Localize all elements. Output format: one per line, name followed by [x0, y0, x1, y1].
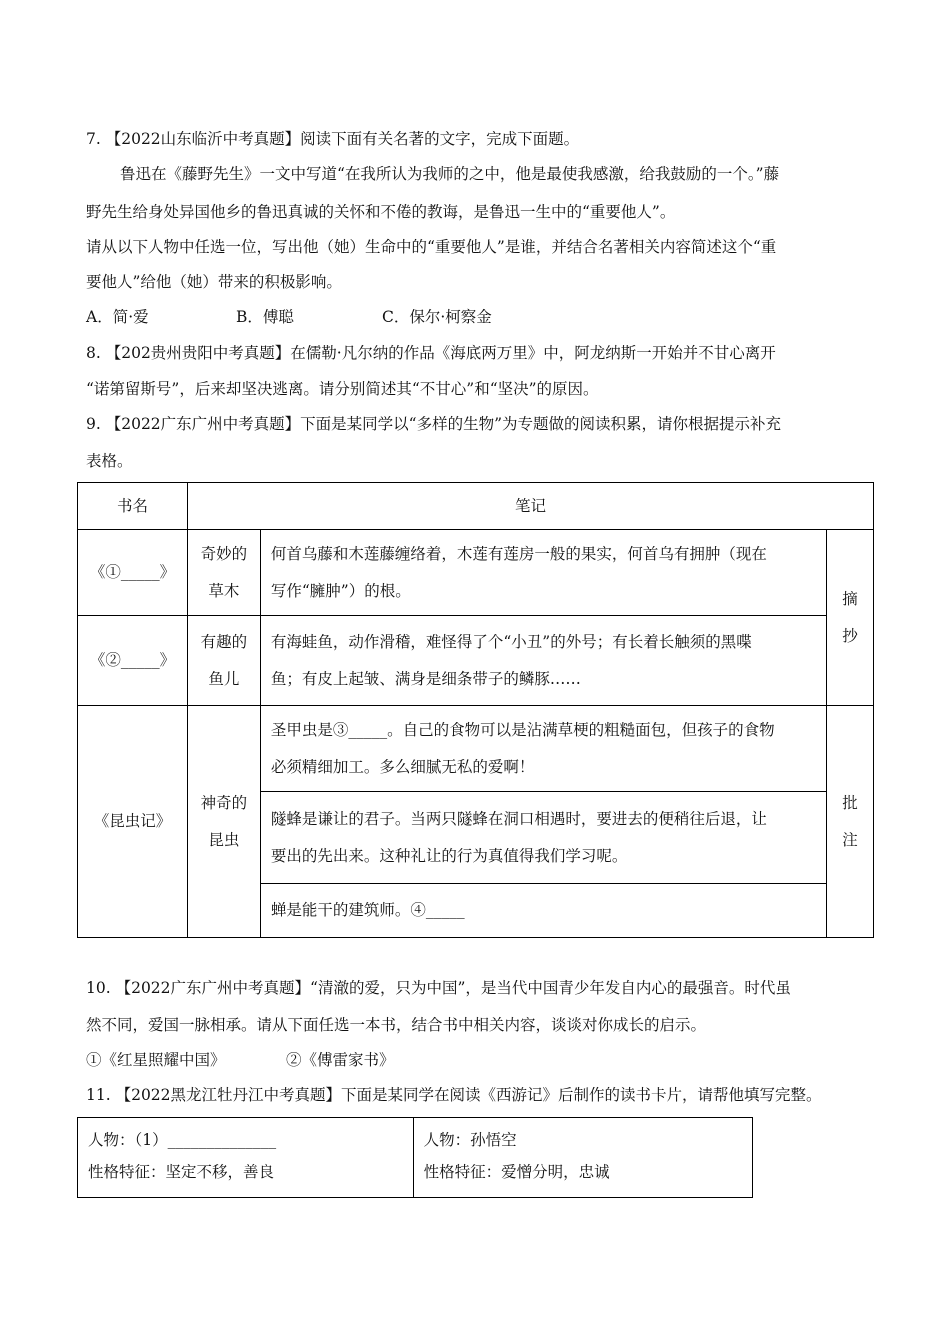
- card-left-person: 人物：（1）______________: [88, 1131, 277, 1149]
- q10-line-1: 10. 【2022广东广州中考真题】“清澈的爱，只为中国”，是当代中国青少年发自内心的最强音。时代虽: [86, 979, 791, 997]
- card-right-trait: 性格特征：爱憎分明，忠诚: [423, 1163, 610, 1181]
- card-right-person: 人物：孙悟空: [423, 1131, 517, 1149]
- q10-line-2: 然不同，爱国一脉相承。请从下面任选一本书，结合书中相关内容，谈谈对你成长的启示。: [86, 1016, 707, 1034]
- row3-topic: 神奇的 昆虫: [187, 706, 260, 938]
- card-left: [78, 1118, 414, 1198]
- note-type-annotation: 批 注: [827, 706, 874, 938]
- row1-note: 何首乌藤和木莲藤缠络着，木莲有莲房一般的果实，何首乌有拥肿（现在 写作“臃肿”）的根。: [260, 530, 826, 616]
- q9-line-2: 表格。: [86, 452, 133, 470]
- q10-option-2: ②《傅雷家书》: [286, 1051, 395, 1069]
- row1-topic: 奇妙的 草木: [187, 530, 260, 616]
- row2-book: 《②_____》: [78, 616, 188, 706]
- header-book: 书名: [78, 483, 188, 530]
- q10-options: [86, 1049, 395, 1071]
- row2-note: 有海蛙鱼，动作滑稽，难怪得了个“小丑”的外号；有长着长触须的黑喋 鱼；有皮上起皱、满身是细条带子的鳞豚……: [260, 616, 826, 706]
- row3-note-1: 圣甲虫是③_____。自己的食物可以是沾满草梗的粗糙面包，但孩子的食物 必须精细加工。多么细腻无私的爱啊！: [260, 706, 826, 792]
- q11-stem: 11. 【2022黑龙江牡丹江中考真题】下面是某同学在阅读《西游记》后制作的读书卡片，请帮他填写完整。: [86, 1086, 822, 1104]
- q9-line-1: 9. 【2022广东广州中考真题】下面是某同学以“多样的生物”为专题做的阅读积累，请你根据提示补充: [86, 415, 782, 433]
- q11-reading-card: [77, 1117, 753, 1198]
- q10-option-1: ①《红星照耀中国》: [86, 1051, 226, 1069]
- q7-options: [86, 306, 492, 328]
- q7-option-c: C．保尔·柯察金: [382, 308, 492, 326]
- header-notes: 笔记: [187, 483, 873, 530]
- q8-line-2: “诺第留斯号”，后来却坚决逃离。请分别简述其“不甘心”和“坚决”的原因。: [86, 380, 599, 398]
- row3-note-3: 蝉是能干的建筑师。④_____: [260, 884, 826, 938]
- q8-line-1: 8. 【202贵州贵阳中考真题】在儒勒·凡尔纳的作品《海底两万里》中，阿龙纳斯一开始并不甘心离开: [86, 344, 776, 362]
- row1-book: 《①_____》: [78, 530, 188, 616]
- card-left-trait: 性格特征：坚定不移，善良: [88, 1163, 275, 1181]
- row3-book: 《昆虫记》: [78, 706, 188, 938]
- row3-note-2: 隧蜂是谦让的君子。当两只隧蜂在洞口相遇时，要进去的便稍往后退，让 要出的先出来。这种礼让的行为真值得我们学习呢。: [260, 792, 826, 884]
- q7-option-a: A．简·爱: [86, 308, 149, 326]
- row2-topic: 有趣的 鱼儿: [187, 616, 260, 706]
- q7-prompt-line-1: 请从以下人物中任选一位，写出他（她）生命中的“重要他人”是谁，并结合名著相关内容简述这个“重: [86, 238, 777, 256]
- q7-prompt-line-2: 要他人”给他（她）带来的积极影响。: [86, 273, 342, 291]
- q7-passage-line-2: 野先生给身处异国他乡的鲁迅真诚的关怀和不倦的教诲，是鲁迅一生中的“重要他人”。: [86, 203, 676, 221]
- q7-passage-line-1: 鲁迅在《藤野先生》一文中写道“在我所认为我师的之中，他是最使我感激，给我鼓励的一个。”藤: [120, 165, 780, 183]
- q7-stem: 7. 【2022山东临沂中考真题】阅读下面有关名著的文字，完成下面题。: [86, 130, 580, 148]
- q7-option-b: B．傅聪: [236, 308, 294, 326]
- card-right: [413, 1118, 752, 1198]
- q9-reading-table: [77, 482, 874, 938]
- note-type-excerpt: 摘 抄: [827, 530, 874, 706]
